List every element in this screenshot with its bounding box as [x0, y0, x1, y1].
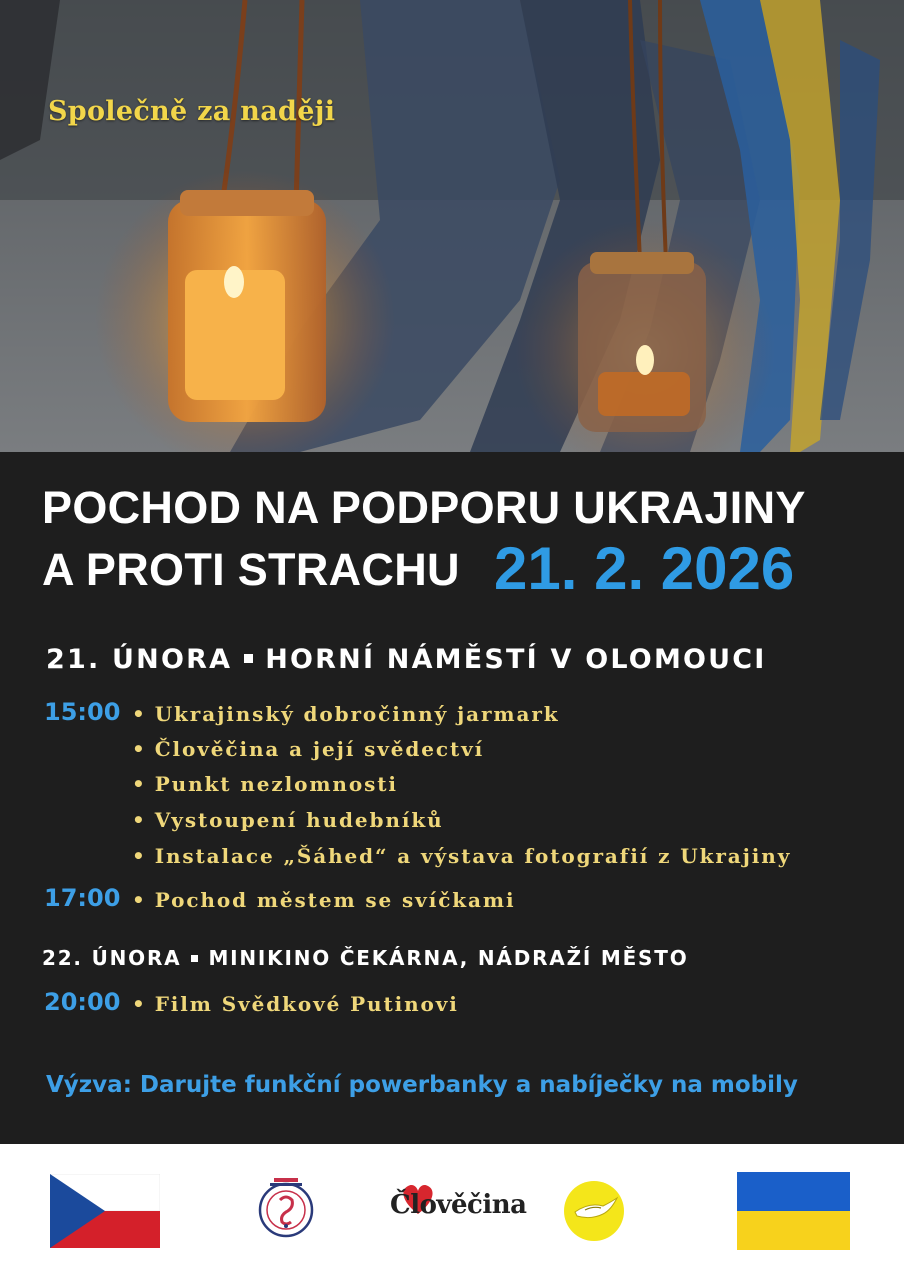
- program-item: • Vystoupení hudebníků: [132, 808, 444, 832]
- program-item: • Film Svědkové Putinovi: [132, 992, 459, 1016]
- clovecina-logo: [390, 1182, 527, 1228]
- event-title-line1: POCHOD NA PODPORU UKRAJINY: [42, 482, 806, 533]
- square-separator-icon: [244, 654, 253, 663]
- header-photo: [0, 0, 904, 452]
- program-item: • Pochod městem se svíčkami: [132, 888, 516, 912]
- bird-logo-icon: [563, 1180, 625, 1242]
- program-item: • Ukrajinský dobročinný jarmark: [132, 702, 560, 726]
- donation-appeal: Výzva: Darujte funkční powerbanky a nabíječky na mobily: [46, 1072, 798, 1098]
- event-info-panel: [0, 452, 904, 1144]
- event-date: 21. 2. 2026: [494, 535, 795, 602]
- slogan: Společně za naději: [48, 96, 336, 127]
- lanterns-photo: [0, 0, 904, 452]
- day1-place: HORNÍ NÁMĚSTÍ V OLOMOUCI: [265, 644, 767, 675]
- logo-strip: [0, 1144, 904, 1280]
- czech-flag-icon: [50, 1174, 160, 1248]
- day2-date: 22. ÚNORA: [42, 946, 182, 970]
- club-logo-icon: [256, 1176, 316, 1240]
- program-item: • Punkt nezlomnosti: [132, 772, 398, 796]
- day1-date: 21. ÚNORA: [46, 644, 233, 675]
- time-label: 17:00: [44, 884, 121, 912]
- event-title-line2: A PROTI STRACHU: [42, 544, 460, 595]
- day1-venue: [46, 644, 767, 675]
- time-label: 20:00: [44, 988, 121, 1016]
- day2-place: MINIKINO ČEKÁRNA, NÁDRAŽÍ MĚSTO: [208, 946, 689, 970]
- time-label: 15:00: [44, 698, 121, 726]
- day2-venue: [42, 946, 689, 970]
- clovecina-logo-text: Člověčina: [390, 1190, 527, 1220]
- program-item: • Člověčina a její svědectví: [132, 737, 485, 761]
- program-item: • Instalace „Šáhed“ a výstava fotografií z Ukrajiny: [132, 844, 792, 868]
- ukraine-flag-icon: [737, 1172, 850, 1250]
- square-separator-icon: [191, 955, 198, 962]
